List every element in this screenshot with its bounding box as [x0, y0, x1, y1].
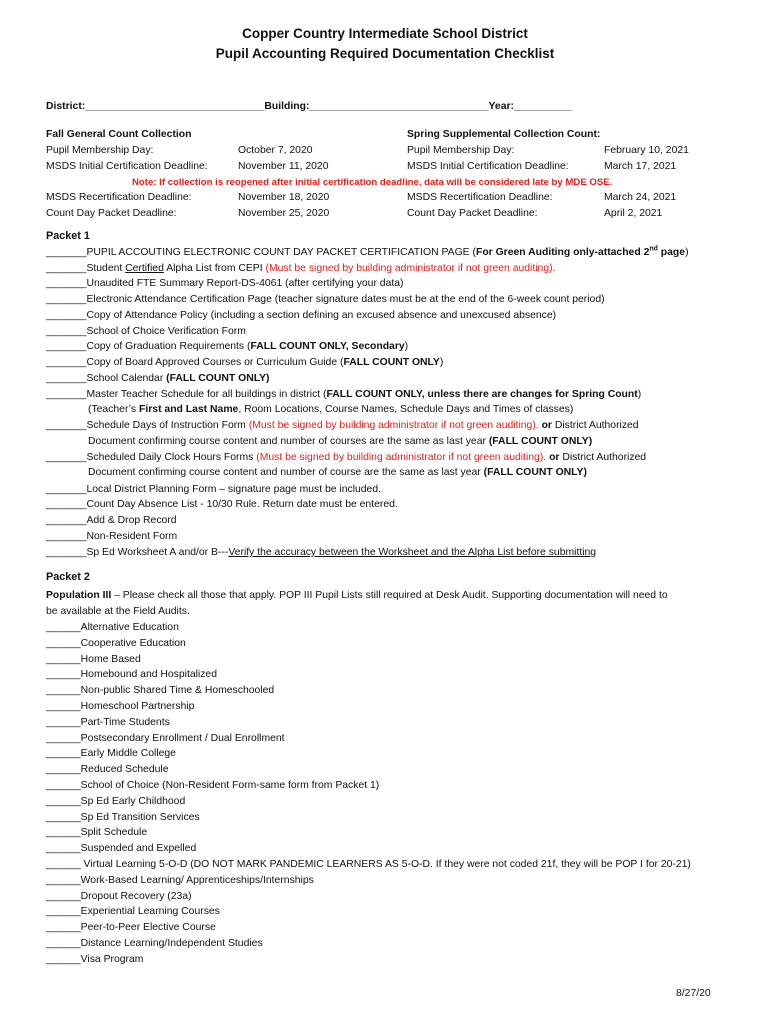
item-bold-text: or — [538, 420, 552, 431]
spring-membership-date: February 10, 2021 — [604, 145, 689, 156]
fall-msds-init-date: November 11, 2020 — [238, 161, 329, 172]
checklist-item-graduation-requirements — [46, 340, 408, 354]
checklist-item-planning-form: _______Local District Planning Form – signature page must be included. — [46, 484, 382, 495]
checklist-item-pop3: ______Experiential Learning Courses — [46, 906, 220, 918]
revision-date: 8/27/20 — [676, 988, 711, 999]
item-text: ) — [637, 389, 642, 400]
superscript: nd — [649, 245, 658, 253]
item-text: _______Schedule Days of Instruction Form — [46, 420, 249, 431]
checklist-item-pop3: ______Dropout Recovery (23a) — [46, 890, 192, 902]
master-schedule-detail — [88, 403, 573, 417]
packet1-heading: Packet 1 — [46, 230, 90, 242]
checklist-item-pop3: ______Sp Ed Early Childhood — [46, 795, 186, 807]
item-text: Document confirming course content and number of courses are the same as last year — [88, 436, 489, 447]
item-red-text: (Must be signed by building administrator if not green auditing). — [265, 263, 556, 274]
checklist-item-pop3: ______ Virtual Learning 5-O-D (DO NOT MARK PANDEMIC LEARNERS AS 5-O-D. If they were not coded 21f, they will be POP I for 20-21) — [46, 859, 691, 870]
population-label: Population III — [46, 590, 112, 601]
spring-heading: Spring Supplemental Collection Count: — [407, 129, 601, 140]
item-bold-text: For Green Auditing only-attached 2 — [475, 247, 650, 258]
fall-membership-label: Pupil Membership Day: — [46, 145, 154, 156]
checklist-item-absence-list: _______Count Day Absence List - 10/30 Rule. Return date must be entered. — [46, 499, 398, 510]
item-text: District Authorized — [551, 420, 639, 431]
document-title: Copper Country Intermediate School District — [242, 26, 528, 41]
item-bold-text: FALL COUNT ONLY, Secondary — [250, 341, 405, 352]
fall-packet-label: Count Day Packet Deadline: — [46, 208, 177, 219]
item-red-text: (Must be signed by building administrator if not green auditing). — [248, 420, 539, 431]
checklist-item-attendance-policy: _______Copy of Attendance Policy (including a section defining an excused absence and unexcused absence) — [46, 310, 557, 321]
item-bold-text: (FALL COUNT ONLY) — [483, 467, 587, 478]
item-bold-text: page — [657, 247, 686, 258]
fall-heading: Fall General Count Collection — [46, 129, 192, 140]
item-text: ) — [685, 247, 689, 258]
late-data-note: Note: If collection is reopened after initial certification deadline, data will be considered late by MDE OSE. — [132, 177, 613, 188]
checklist-item-certification-page — [46, 246, 689, 260]
checklist-item-pop3: ______Sp Ed Transition Services — [46, 811, 200, 823]
item-bold-text: (FALL COUNT ONLY) — [166, 373, 270, 384]
checklist-item-pop3: ______Suspended and Expelled — [46, 843, 197, 855]
checklist-item-pop3: ______Home Based — [46, 653, 141, 665]
item-text: (Teacher’s — [88, 404, 140, 415]
fall-packet-date: November 25, 2020 — [238, 208, 330, 219]
checklist-item-board-courses — [46, 356, 443, 370]
item-text: , Room Locations, Course Names, Schedule Days and Times of classes) — [238, 404, 574, 415]
checklist-item-pop3: ______Homebound and Hospitalized — [46, 669, 217, 681]
packet2-heading: Packet 2 — [46, 571, 90, 583]
item-underlined-text: Verify the accuracy between the Worksheet and the Alpha List before submitting — [228, 547, 597, 558]
clock-hours-detail — [88, 466, 587, 480]
item-text: ) — [404, 341, 409, 352]
checklist-item-pop3: ______Postsecondary Enrollment / Dual Enrollment — [46, 732, 285, 744]
checklist-item-pop3: ______Reduced Schedule — [46, 764, 169, 776]
item-text: _______Copy of Board Approved Courses or Curriculum Guide ( — [46, 357, 344, 368]
checklist-item-pop3: ______Cooperative Education — [46, 637, 186, 649]
checklist-item-pop3: ______Homeschool Partnership — [46, 701, 195, 712]
spring-recert-date: March 24, 2021 — [604, 192, 677, 203]
checklist-item-pop3: ______School of Choice (Non-Resident Form-same form from Packet 1) — [46, 780, 380, 791]
item-bold-text: First and Last Name — [139, 404, 239, 415]
checklist-item-schedule-days — [46, 419, 639, 433]
fall-recert-date: November 18, 2020 — [238, 192, 330, 203]
checklist-item-pop3: ______Split Schedule — [46, 827, 148, 839]
spring-msds-init-date: March 17, 2021 — [604, 161, 677, 172]
item-text: ) — [439, 357, 444, 368]
document-subtitle: Pupil Accounting Required Documentation Checklist — [215, 46, 555, 61]
checklist-item-pop3: ______Peer-to-Peer Elective Course — [46, 922, 216, 934]
checklist-item-pop3: ______Distance Learning/Independent Studies — [46, 938, 263, 949]
item-text: _______School Calendar — [46, 373, 167, 384]
checklist-item-add-drop: _______Add & Drop Record — [46, 515, 177, 526]
checklist-item-alpha-list — [46, 262, 555, 276]
item-text: Alpha List from CEPI — [163, 263, 266, 274]
checklist-item-pop3: ______Alternative Education — [46, 622, 179, 633]
item-bold-text: FALL COUNT ONLY, unless there are changes for Spring Count — [326, 389, 638, 400]
population-iii-intro-line2: be available at the Field Audits. — [46, 606, 190, 617]
spring-packet-label: Count Day Packet Deadline: — [407, 208, 538, 219]
spring-msds-init-label: MSDS Initial Certification Deadline: — [407, 161, 569, 172]
item-text: _______PUPIL ACCOUTING ELECTRONIC COUNT DAY PACKET CERTIFICATION PAGE ( — [46, 247, 476, 258]
item-text: _______Master Teacher Schedule for all buildings in district ( — [46, 389, 327, 400]
population-iii-intro — [46, 589, 668, 603]
checklist-item-pop3: ______Work-Based Learning/ Apprenticeships/Internships — [46, 874, 314, 886]
checklist-item-attendance-certification: _______Electronic Attendance Certification Page (teacher signature dates must be at the end of the 6-week count period) — [46, 294, 605, 305]
item-text: _______Sp Ed Worksheet A and/or B--- — [46, 547, 229, 558]
spring-recert-label: MSDS Recertification Deadline: — [407, 192, 553, 203]
item-red-text: (Must be signed by building administrator if not green auditing). — [256, 452, 547, 463]
checklist-item-clock-hours — [46, 451, 646, 465]
schedule-days-detail — [88, 435, 592, 449]
item-text: _______Scheduled Daily Clock Hours Forms — [46, 452, 257, 463]
item-text: Document confirming course content and number of course are the same as last year — [88, 467, 484, 478]
checklist-item-non-resident: _______Non-Resident Form — [46, 531, 178, 542]
item-underlined-text: Certified — [125, 263, 164, 274]
checklist-item-school-calendar — [46, 372, 270, 386]
checklist-item-school-of-choice: _______School of Choice Verification Form — [46, 326, 246, 337]
checklist-item-sped-worksheet — [46, 546, 596, 560]
spring-membership-label: Pupil Membership Day: — [407, 145, 515, 156]
checklist-item-pop3: ______Non-public Shared Time & Homeschooled — [46, 685, 275, 697]
fall-membership-date: October 7, 2020 — [238, 145, 313, 156]
fall-msds-init-label: MSDS Initial Certification Deadline: — [46, 161, 208, 172]
item-bold-text: (FALL COUNT ONLY) — [488, 436, 593, 447]
item-text: – Please check all those that apply. POP III Pupil Lists still required at Desk Audit. Supporting documentation will need to — [111, 590, 668, 601]
item-text: District Authorized — [559, 452, 647, 463]
district-building-year-line: District:_______________________________Building:_______________________________Year:__________ — [46, 101, 572, 112]
spring-packet-date: April 2, 2021 — [604, 208, 663, 219]
item-bold-text: FALL COUNT ONLY — [343, 357, 440, 368]
item-text: _______Copy of Graduation Requirements ( — [46, 341, 251, 352]
checklist-item-pop3: ______Visa Program — [46, 953, 144, 965]
checklist-item-fte-summary: _______Unaudited FTE Summary Report-DS-4061 (after certifying your data) — [46, 278, 404, 289]
item-text: _______Student — [46, 263, 126, 274]
checklist-item-pop3: ______Part-Time Students — [46, 716, 170, 728]
item-bold-text: or — [546, 452, 560, 463]
checklist-item-pop3: ______Early Middle College — [46, 748, 176, 760]
checklist-item-master-schedule — [46, 388, 641, 402]
fall-recert-label: MSDS Recertification Deadline: — [46, 192, 192, 203]
